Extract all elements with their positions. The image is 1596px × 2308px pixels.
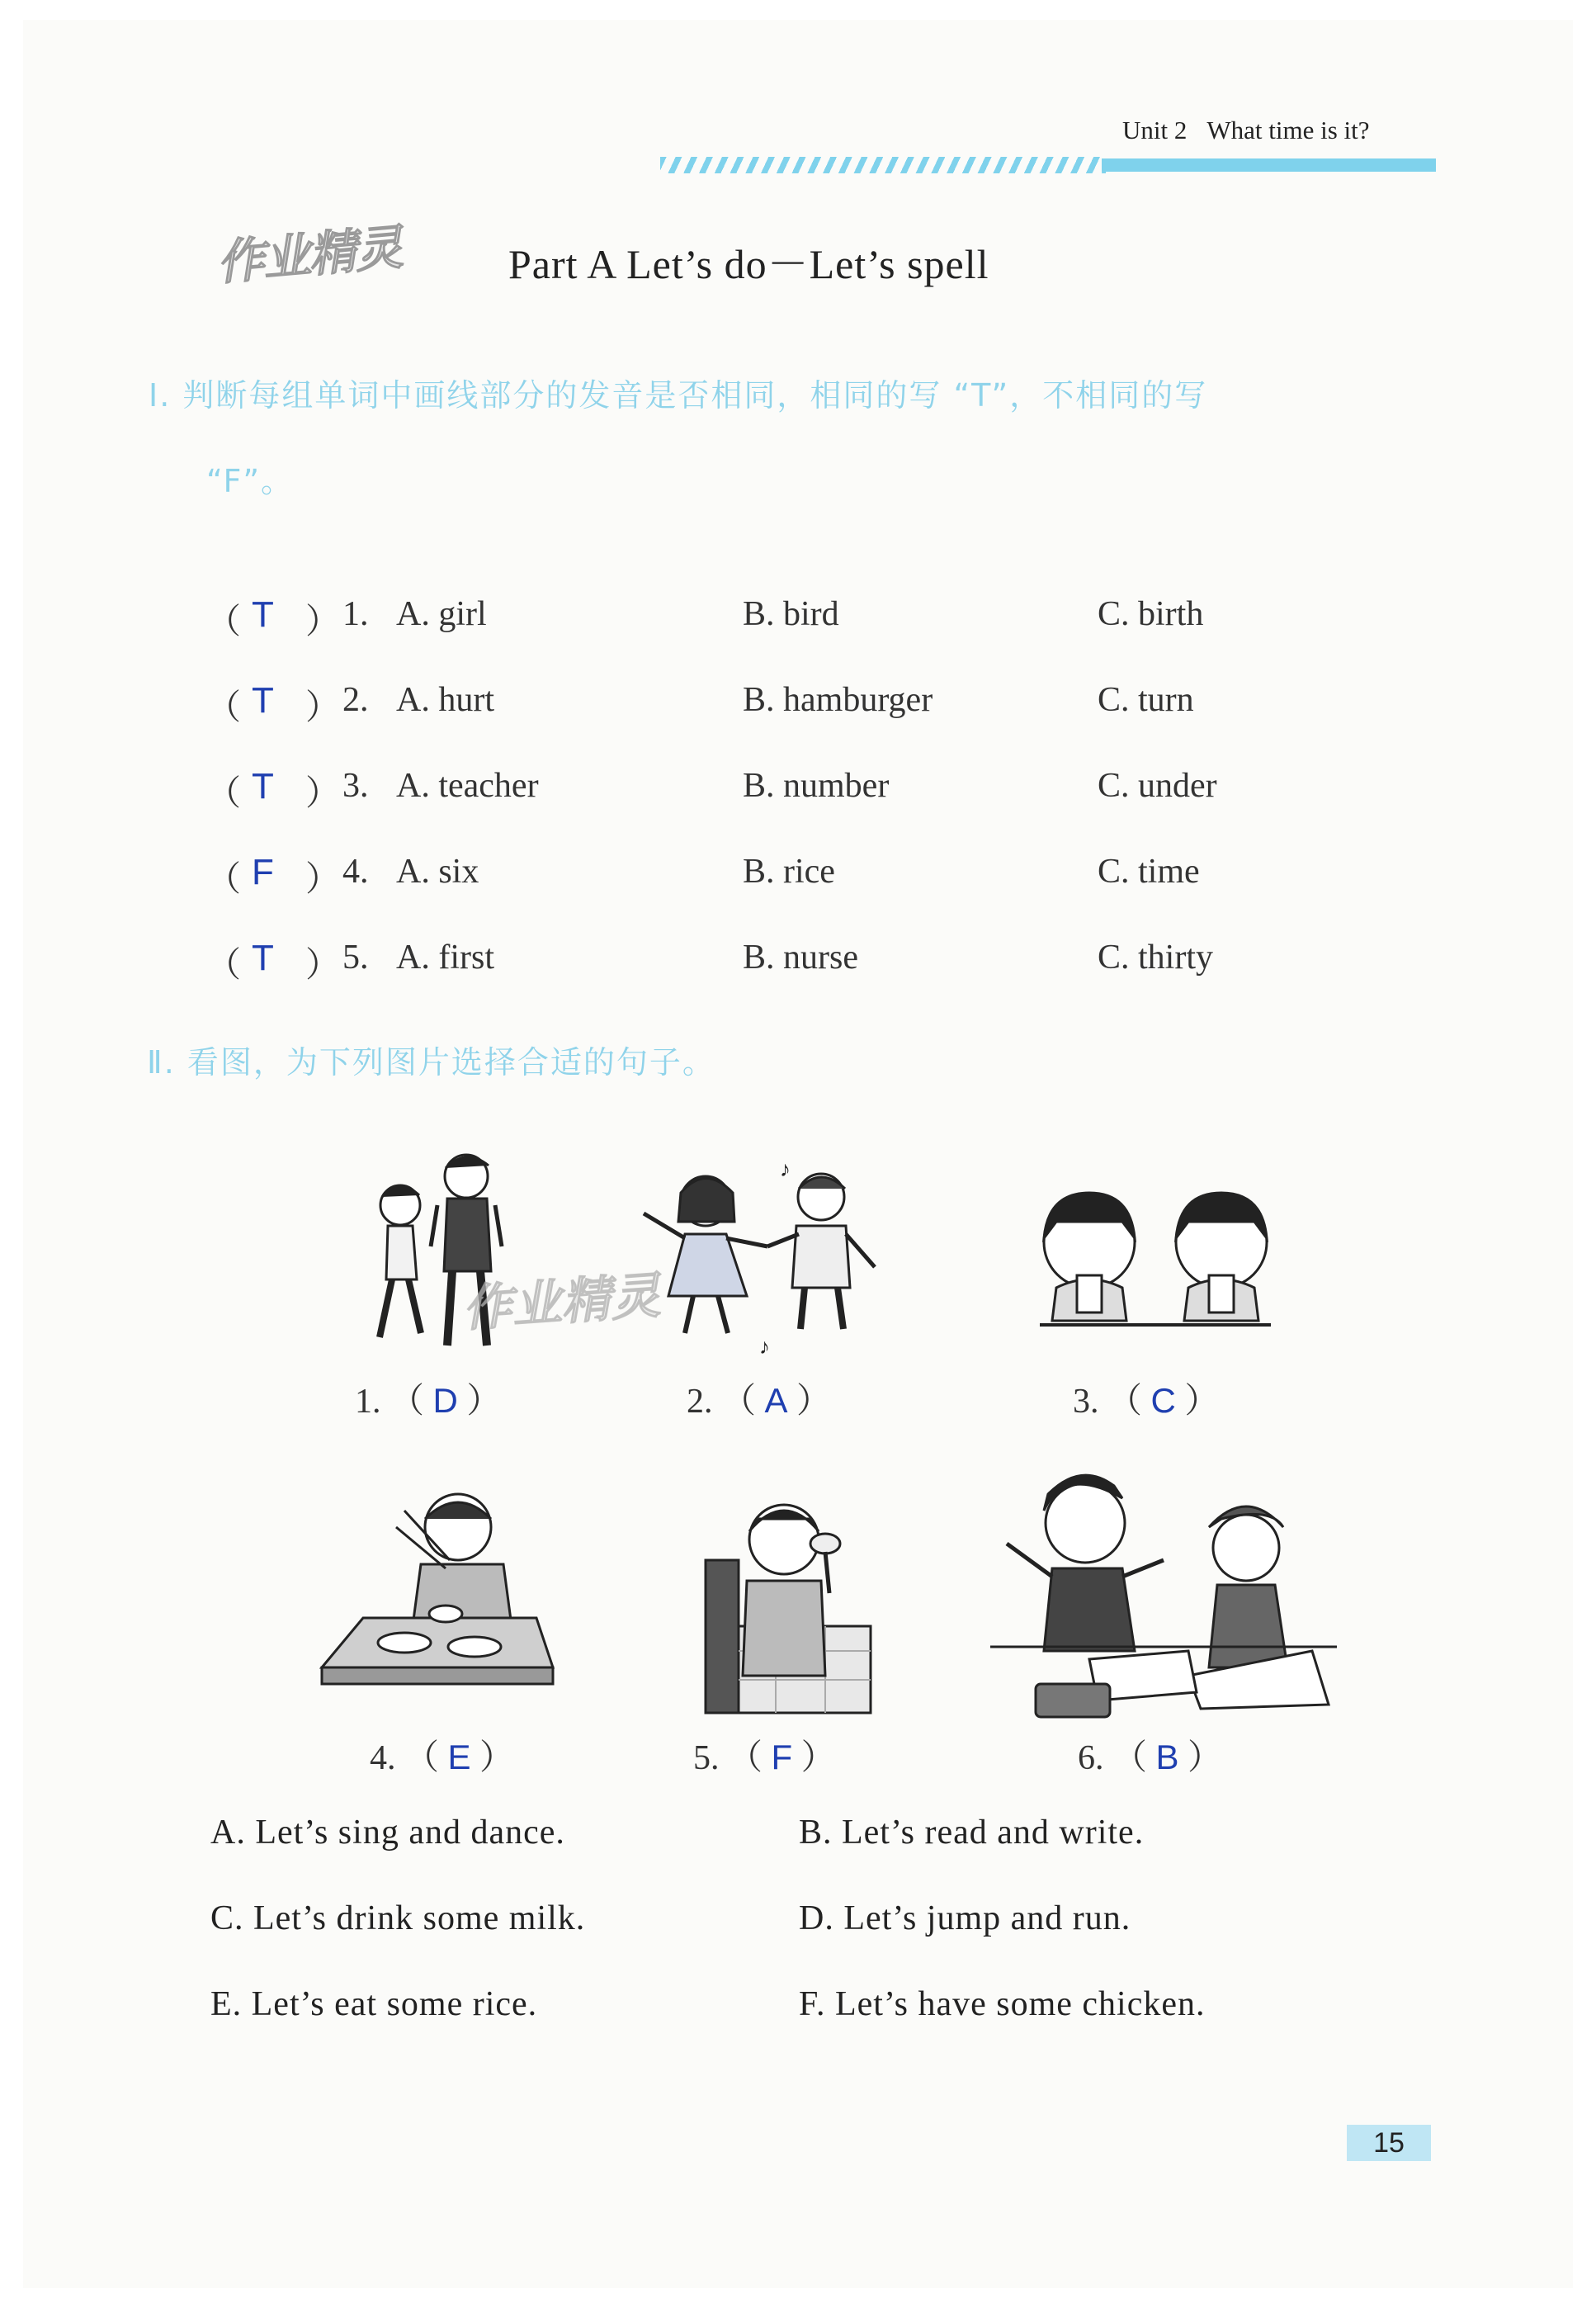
answer-mark[interactable]: T	[252, 680, 274, 721]
paren-open: （	[206, 861, 242, 899]
picture-4-label: 4. （ E ）	[370, 1738, 515, 1777]
option-c: C. thirty	[1098, 939, 1214, 977]
picture-eat-rice	[314, 1478, 561, 1709]
picture-drink-milk	[1023, 1172, 1287, 1337]
sentence-option-f: F. Let’s have some chicken.	[799, 1985, 1206, 2023]
paren-close: ）	[305, 775, 341, 813]
option-a: A. six	[396, 853, 479, 891]
watermark-logo: 作业精灵	[460, 1266, 663, 1339]
option-b: B. hamburger	[743, 681, 933, 719]
picture-2-label: 2. （ A ）	[687, 1381, 832, 1421]
page-number: 15	[1347, 2125, 1431, 2161]
paren-open: （	[206, 689, 242, 727]
paren-close: ）	[305, 603, 341, 641]
question-number: 5.	[342, 939, 369, 977]
option-b: B. rice	[743, 853, 835, 891]
option-a: A. hurt	[396, 681, 494, 719]
question-number: 1.	[342, 595, 369, 633]
picture-number: 1.	[355, 1383, 381, 1421]
picture-5-label: 5. （ F ）	[693, 1738, 836, 1777]
paren-open: （	[206, 775, 242, 813]
have-chicken-illustration	[701, 1486, 875, 1717]
picture-3-label: 3. （ C ）	[1073, 1381, 1220, 1421]
header-solid-bar	[1102, 158, 1436, 172]
paren-close: ）	[305, 947, 341, 985]
part-title: Part A Let’s do－Let’s spell	[508, 241, 989, 287]
unit-label: Unit 2	[1122, 116, 1188, 144]
unit-header	[1122, 116, 1370, 145]
picture-number: 3.	[1073, 1383, 1099, 1421]
eat-rice-illustration	[314, 1478, 561, 1709]
drink-milk-illustration	[1023, 1172, 1287, 1337]
option-b: B. bird	[743, 595, 839, 633]
paren-close: ）	[305, 689, 341, 727]
picture-answer[interactable]: C	[1150, 1381, 1176, 1420]
picture-read-write	[990, 1461, 1337, 1725]
sentence-option-e: E. Let’s eat some rice.	[210, 1985, 538, 2023]
question-row	[206, 594, 1362, 644]
question-number: 2.	[342, 681, 369, 719]
picture-sing-dance	[635, 1156, 900, 1362]
question-row	[206, 938, 1362, 987]
answer-mark[interactable]: T	[252, 594, 274, 635]
picture-number: 6.	[1078, 1739, 1104, 1777]
option-b: B. number	[743, 767, 890, 805]
answer-mark[interactable]: F	[252, 852, 274, 892]
picture-answer[interactable]: D	[432, 1381, 458, 1420]
answer-mark[interactable]: T	[252, 766, 274, 806]
option-b: B. nurse	[743, 939, 858, 977]
question-row	[206, 766, 1362, 816]
read-write-illustration	[990, 1461, 1337, 1725]
picture-answer[interactable]: B	[1155, 1738, 1179, 1776]
option-c: C. birth	[1098, 595, 1204, 633]
option-c: C. under	[1098, 767, 1217, 805]
picture-number: 5.	[693, 1739, 720, 1777]
picture-answer[interactable]: F	[771, 1738, 793, 1776]
picture-answer[interactable]: E	[447, 1738, 471, 1776]
section2-heading: Ⅱ. 看图，为下列图片选择合适的句子。	[147, 1044, 715, 1081]
paren-open: （	[206, 947, 242, 985]
sentence-option-d: D. Let’s jump and run.	[799, 1899, 1131, 1937]
picture-number: 2.	[687, 1383, 713, 1421]
sentence-option-b: B. Let’s read and write.	[799, 1814, 1145, 1852]
option-c: C. time	[1098, 853, 1200, 891]
option-c: C. turn	[1098, 681, 1194, 719]
sing-dance-illustration	[635, 1156, 900, 1362]
sentence-option-c: C. Let’s drink some milk.	[210, 1899, 586, 1937]
header-stripe-band	[660, 157, 1436, 173]
picture-1-label: 1. （ D ）	[355, 1381, 502, 1421]
option-a: A. girl	[396, 595, 487, 633]
option-a: A. first	[396, 939, 494, 977]
unit-title: What time is it?	[1206, 116, 1370, 144]
question-number: 4.	[342, 853, 369, 891]
brand-logo: 作业精灵	[214, 219, 404, 291]
svg-text:♪: ♪	[780, 1157, 791, 1181]
header-stripes	[660, 157, 1106, 173]
answer-mark[interactable]: T	[252, 938, 274, 978]
option-a: A. teacher	[396, 767, 539, 805]
svg-text:♪: ♪	[759, 1335, 770, 1359]
paren-open: （	[206, 603, 242, 641]
sentence-option-a: A. Let’s sing and dance.	[210, 1814, 565, 1852]
picture-have-chicken	[701, 1486, 875, 1717]
question-number: 3.	[342, 767, 369, 805]
picture-number: 4.	[370, 1739, 396, 1777]
section1-heading-cont: “F”。	[206, 463, 295, 499]
section1-heading: Ⅰ. 判断每组单词中画线部分的发音是否相同，相同的写 “T”，不相同的写	[149, 377, 1208, 414]
workbook-page	[23, 20, 1573, 2288]
picture-answer[interactable]: A	[764, 1381, 788, 1420]
question-row	[206, 852, 1362, 901]
question-row	[206, 680, 1362, 730]
paren-close: ）	[305, 861, 341, 899]
picture-6-label: 6. （ B ）	[1078, 1738, 1223, 1777]
